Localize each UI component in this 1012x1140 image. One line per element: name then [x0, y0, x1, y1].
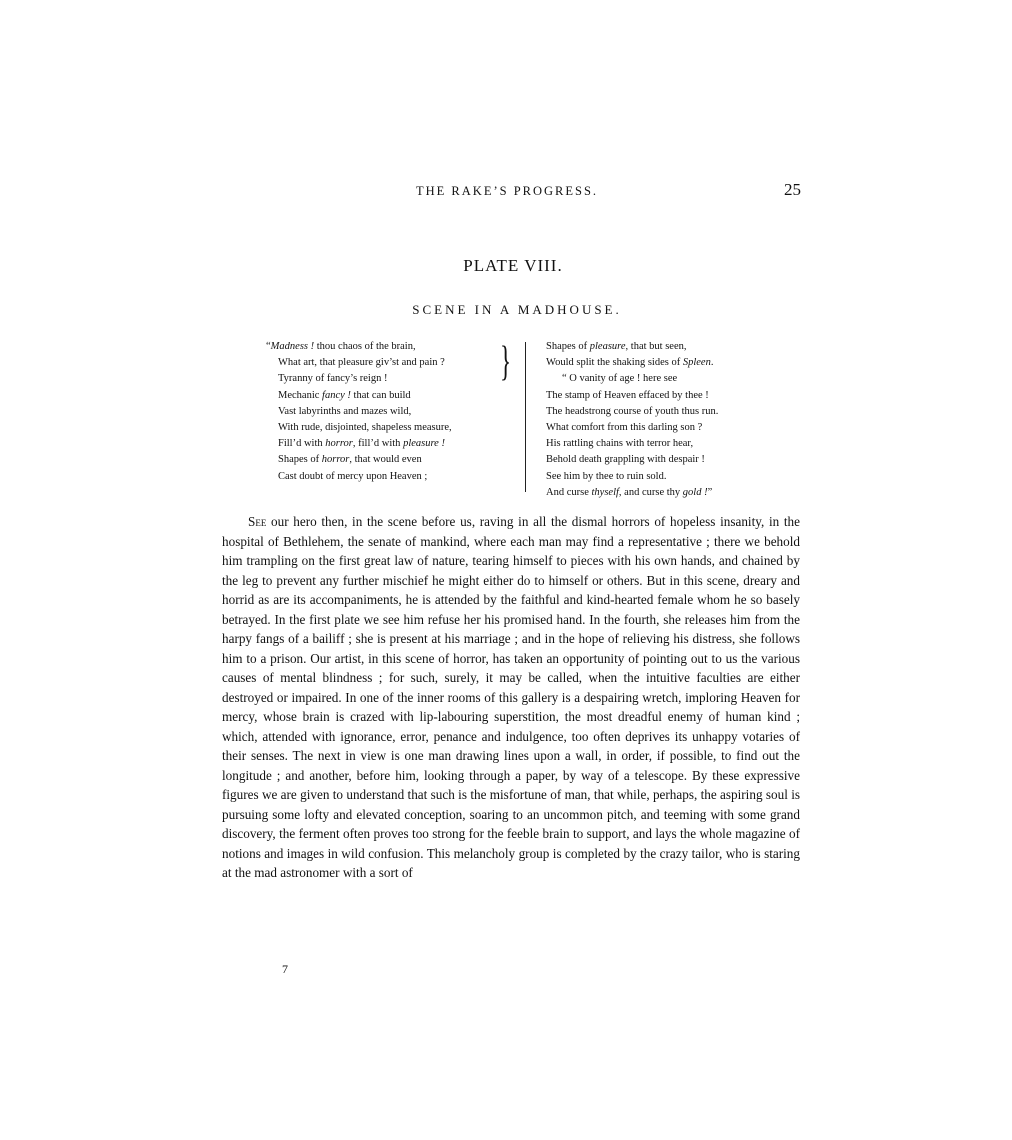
poem-line: “Madness ! thou chaos of the brain,: [266, 341, 416, 352]
column-divider: [525, 342, 526, 492]
poem-line: See him by thee to ruin sold.: [546, 470, 667, 482]
poem-line: What art, that pleasure giv’st and pain ?: [278, 357, 445, 369]
poem-line: His rattling chains with terror hear,: [546, 438, 694, 450]
poem-line: Would split the shaking sides of Spleen.: [546, 357, 714, 369]
poem-left-column: [266, 339, 506, 485]
poem-line: Shapes of horror, that would even: [278, 454, 422, 466]
poem-line: And curse thyself, and curse thy gold !”: [546, 486, 713, 498]
scene-title: SCENE IN A MADHOUSE.: [412, 302, 622, 317]
drop-word: See: [248, 514, 267, 529]
poem-line: Cast doubt of mercy upon Heaven ;: [278, 470, 428, 482]
poem-line: Vast labyrinths and mazes wild,: [278, 405, 412, 417]
page-number: 25: [784, 180, 801, 199]
body-paragraph: See our hero then, in the scene before us, raving in all the dismal horrors of hopeless insanity, in the hospital of Bethlehem, the senate of mankind, where each man may find a representative ; there we behold him trampling on the first great law of nature, tearing himself to pieces with his own hands, and chained by the leg to prevent any further mischief he might either do to himself or others. But in this scene, dreary and horrid as are its accompaniments, he is attended by the faithful and kind-hearted female whom he so basely betrayed. In the first plate we see him refuse her his promised hand. In the fourth, she releases him from the harpy fangs of a bailiff ; she is present at his marriage ; and in the hope of relieving his distress, she follows him to a prison. Our artist, in this scene of horror, has taken an opportunity of pointing out to us the various causes of mental blindness ; for such, surely, it may be called, when the intuitive faculties are either destroyed or impaired. In one of the inner rooms of this gallery is a despairing wretch, imploring Heaven for mercy, whose brain is crazed with lip-labouring superstition, the most dreadful enemy of human kind ; which, attended with ignorance, error, penance and indulgence, too often deprives its unhappy votaries of their senses. The next in view is one man drawing lines upon a wall, in order, if possible, to find out the longitude ; and another, before him, looking through a paper, by way of a telescope. By these expressive figures we are given to understand that such is the misfortune of man, that while, perhaps, the aspiring soul is pursuing some lofty and elevated conception, soaring to an uncommon pitch, and teeming with some grand discovery, the ferment often proves too strong for the feeble brain to support, and lays the whole magazine of notions and images in wild confusion. This melancholy group is completed by the crazy tailor, who is staring at the mad astronomer with a sort of: [222, 514, 800, 880]
brace-mark: }: [500, 339, 512, 385]
poem-line: “ O vanity of age ! here see: [562, 373, 678, 385]
poem-line: Tyranny of fancy’s reign !: [278, 373, 388, 385]
signature-mark: 7: [282, 962, 288, 976]
poem-line: The stamp of Heaven effaced by thee !: [546, 389, 709, 401]
poem-right-column: [546, 339, 786, 501]
poem-line: What comfort from this darling son ?: [546, 422, 703, 434]
poem-line: Mechanic fancy ! that can build: [278, 389, 411, 401]
poem-line: Shapes of pleasure, that but seen,: [546, 341, 687, 352]
poem-line: Behold death grappling with despair !: [546, 454, 705, 466]
running-head: THE RAKE’S PROGRESS.: [416, 184, 599, 198]
poem-line: With rude, disjointed, shapeless measure,: [278, 422, 452, 434]
poem-line: Fill’d with horror, fill’d with pleasure !: [278, 438, 445, 450]
plate-title: PLATE VIII.: [463, 256, 563, 275]
poem-line: The headstrong course of youth thus run.: [546, 405, 719, 417]
body-text: [222, 512, 800, 883]
